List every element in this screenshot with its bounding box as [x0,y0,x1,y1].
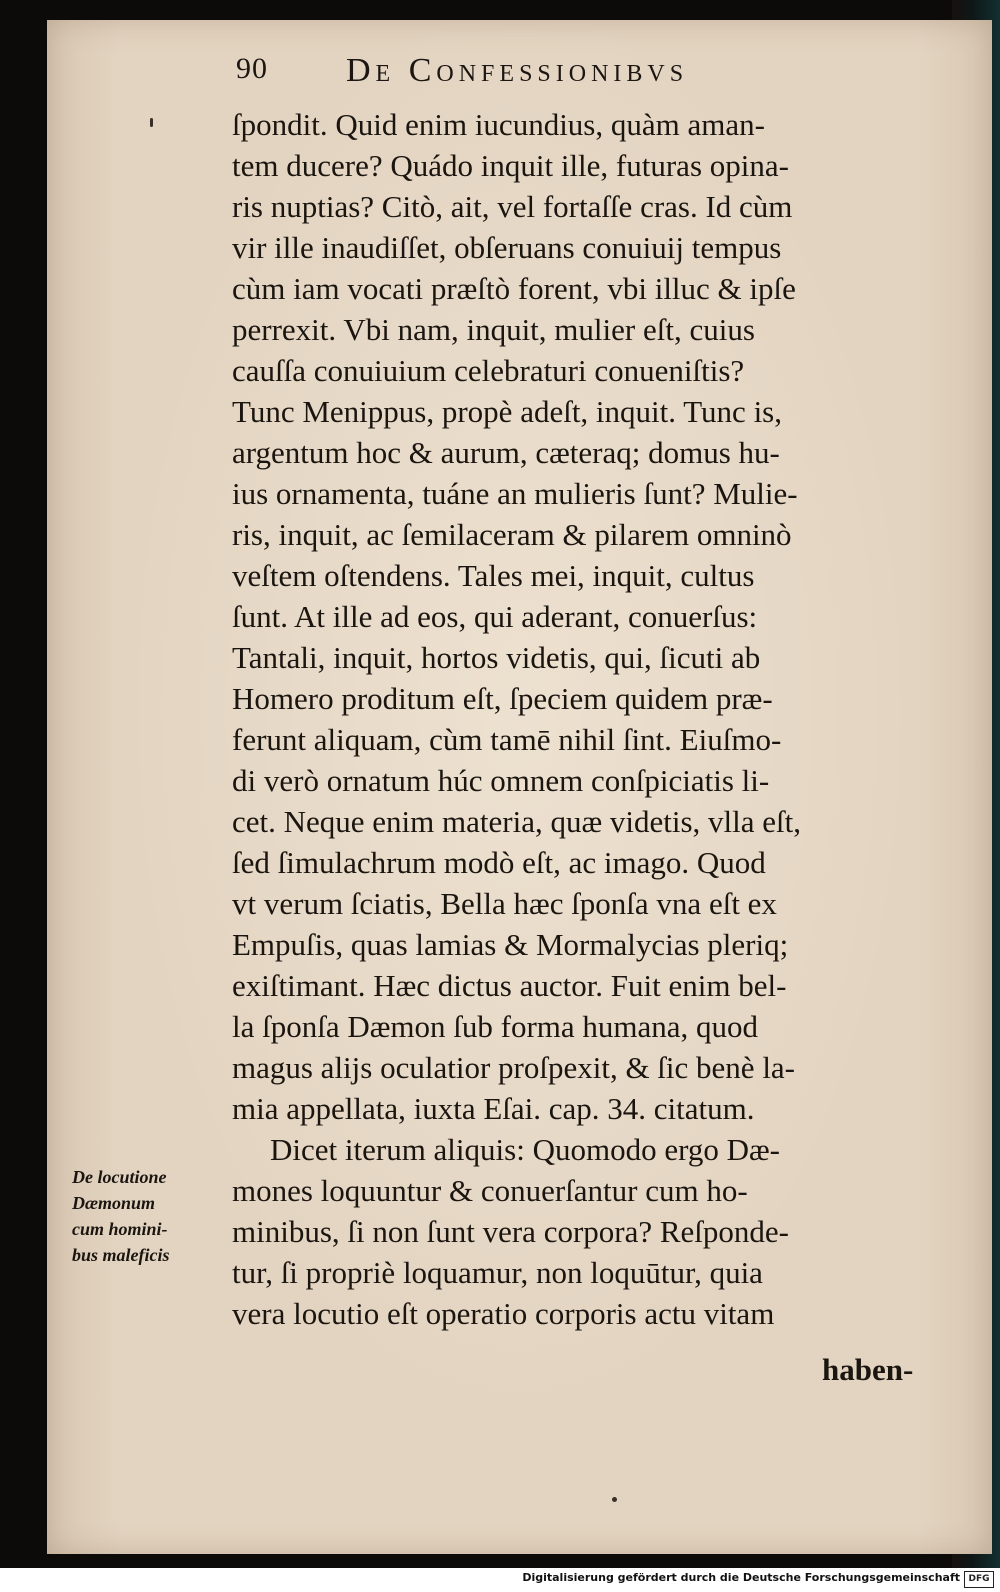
text-line: Empuſis, quas lamias & Mormalycias pleriq; [232,927,789,962]
text-line: veſtem oſtendens. Tales mei, inquit, cultus [232,558,755,593]
digitization-footer [0,1568,1000,1592]
catchword: haben- [822,1352,914,1387]
text-line: vt verum ſciatis, Bella hæc ſponſa vna eſt ex [232,886,777,921]
text-line: exiſtimant. Hæc dictus auctor. Fuit enim bel- [232,968,787,1003]
text-line: mia appellata, iuxta Eſai. cap. 34. citatum. [232,1091,755,1126]
text-line: di verò ornatum húc omnem conſpiciatis li- [232,763,770,798]
marginal-note-line: De locutione [72,1167,167,1187]
marginal-note [72,1164,222,1268]
text-line: ſed ſimulachrum modò eſt, ac imago. Quod [232,845,766,880]
text-line: la ſponſa Dæmon ſub forma humana, quod [232,1009,759,1044]
text-line: vera locutio eſt operatio corporis actu vitam [232,1296,775,1331]
running-title: De Confessionibvs [346,52,689,89]
text-line: tem ducere? Quádo inquit ille, futuras opina- [232,148,789,183]
text-line: ſpondit. Quid enim iucundius, quàm aman- [232,107,765,142]
ink-speck [612,1497,617,1502]
dfg-logo-icon: DFG [964,1571,994,1588]
text-line: argentum hoc & aurum, cæteraq; domus hu- [232,435,780,470]
page-number: 90 [236,52,268,85]
marginal-note-line: Dæmonum [72,1193,156,1213]
text-line-paragraph-start: Dicet iterum aliquis: Quomodo ergo Dæ- [270,1132,780,1167]
text-line: minibus, ſi non ſunt vera corpora? Reſponde- [232,1214,790,1249]
funding-credit: Digitalisierung gefördert durch die Deutsche Forschungsgemeinschaft [522,1571,960,1584]
text-line: tur, ſi propriè loquamur, non loquūtur, quia [232,1255,763,1290]
text-line: cùm iam vocati præſtò forent, vbi illuc & ipſe [232,271,796,306]
text-line: ris, inquit, ac ſemilaceram & pilarem omninò [232,517,792,552]
main-text-block [232,104,932,1334]
text-line: ſunt. At ille ad eos, qui aderant, conuerſus: [232,599,758,634]
text-line: ris nuptias? Citò, ait, vel fortaſſe cras. Id cùm [232,189,793,224]
text-line: magus alijs oculatior proſpexit, & ſic benè la- [232,1050,796,1085]
text-line: cet. Neque enim materia, quæ videtis, vlla eſt, [232,804,802,839]
text-line: ferunt aliquam, cùm tamē nihil ſint. Eiuſmo- [232,722,782,757]
marginal-note-line: bus maleficis [72,1245,170,1265]
text-line: vir ille inaudiſſet, obſeruans conuiuij tempus [232,230,782,265]
text-line: mones loquuntur & conuerſantur cum ho- [232,1173,748,1208]
text-line: perrexit. Vbi nam, inquit, mulier eſt, cuius [232,312,755,347]
ink-speck [150,118,153,127]
text-line: cauſſa conuiuium celebraturi conueniſtis? [232,353,745,388]
marginal-note-line: cum homini- [72,1219,168,1239]
text-line: Tunc Menippus, propè adeſt, inquit. Tunc is, [232,394,782,429]
text-line: Tantali, inquit, hortos videtis, qui, ſicuti ab [232,640,761,675]
running-head [236,52,826,96]
text-line: Homero proditum eſt, ſpeciem quidem præ- [232,681,773,716]
text-line: ius ornamenta, tuáne an mulieris ſunt? Mulie- [232,476,798,511]
